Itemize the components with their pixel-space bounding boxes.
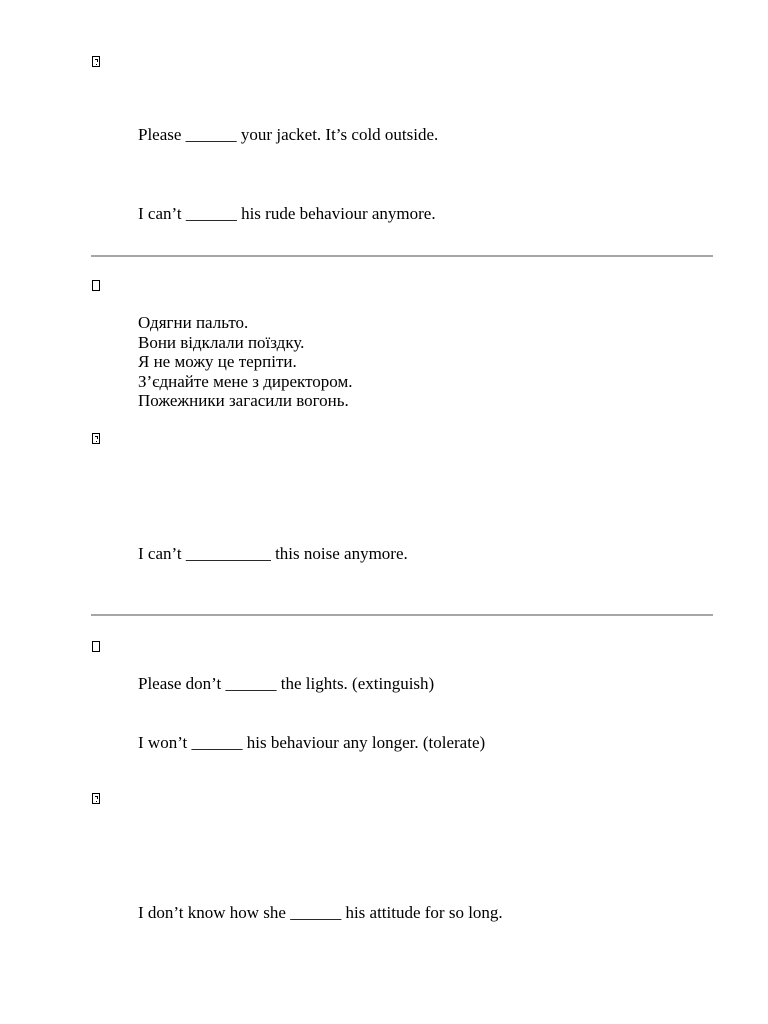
ukrainian-sentence: Я не можу це терпіти. <box>138 352 297 372</box>
ukrainian-sentence: Одягни пальто. <box>138 313 249 332</box>
exercise-sentence: Please ______ your jacket. It’s cold outside. <box>138 125 439 144</box>
ukrainian-sentence: Вони відклали поїздку. <box>138 332 305 352</box>
missing-glyph-icon <box>92 280 100 291</box>
section-divider <box>91 614 713 616</box>
ukrainian-sentence: Пожежники загасили вогонь. <box>138 391 349 411</box>
exercise-sentence: I can’t __________ this noise anymore. <box>138 544 408 563</box>
missing-glyph-icon <box>92 56 100 67</box>
missing-glyph-icon <box>92 641 100 652</box>
missing-glyph-icon <box>92 433 100 444</box>
ukrainian-sentence: З’єднайте мене з директором. <box>138 371 353 391</box>
missing-glyph-icon <box>92 793 100 804</box>
exercise-sentence: I won’t ______ his behaviour any longer. (tolerate) <box>138 733 486 752</box>
exercise-sentence: Please don’t ______ the lights. (extinguish) <box>138 674 435 693</box>
exercise-sentence: I can’t ______ his rude behaviour anymore. <box>138 204 436 223</box>
section-divider <box>91 255 713 257</box>
exercise-sentence: I don’t know how she ______ his attitude for so long. <box>138 903 503 922</box>
ukrainian-sentence-list <box>138 313 352 411</box>
